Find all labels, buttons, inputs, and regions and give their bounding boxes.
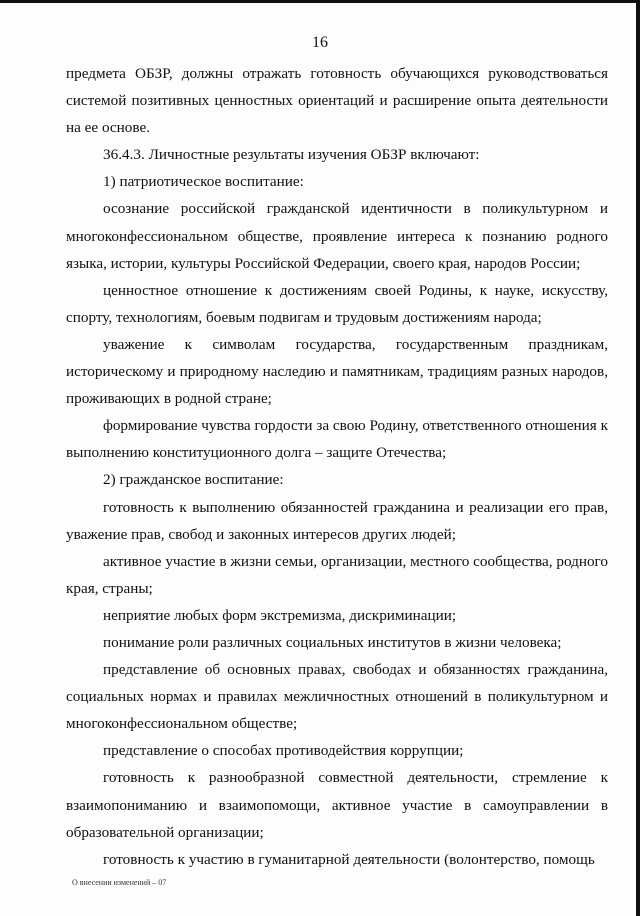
paragraph: активное участие в жизни семьи, организации, местного сообщества, родного края, страны; (66, 552, 608, 597)
paragraph: представление об основных правах, свободах и обязанностях гражданина, социальных нормах и правилах межличностных отношений в поликультурном и многоконфессиональном обществе; (66, 661, 608, 733)
paragraph: неприятие любых форм экстремизма, дискриминации; (103, 606, 457, 624)
paragraph: готовность к разнообразной совместной деятельности, стремление к взаимопониманию и взаимопомощи, активное участие в самоуправлении в образовательной организации; (66, 769, 608, 841)
scan-edge-top (0, 0, 640, 3)
page-number: 16 (312, 34, 328, 51)
paragraph: 2) гражданское воспитание: (103, 471, 284, 489)
paragraph: 1) патриотическое воспитание: (103, 173, 304, 191)
paragraph: осознание российской гражданской идентичности в поликультурном и многоконфессиональном обществе, проявление интереса к познанию родного языка, истории, культуры Российской Федерации, своего края, народов России; (66, 200, 608, 272)
paragraph: готовность к участию в гуманитарной деятельности (волонтерство, помощь (103, 850, 595, 868)
paragraph: понимание роли различных социальных институтов в жизни человека; (103, 633, 562, 651)
paragraph: уважение к символам государства, государственным праздникам, историческому и природному наследию и памятникам, традициям разных народов, проживающих в родной стране; (66, 335, 608, 408)
paragraph: предмета ОБЗР, должны отражать готовность обучающихся руководствоваться системой позитивных ценностных ориентаций и расширение опыта деятельности на ее основе. (66, 65, 608, 137)
footer-note: О внесении изменений – 07 (72, 878, 167, 887)
paragraph: 36.4.3. Личностные результаты изучения ОБЗР включают: (103, 146, 480, 164)
paragraph: представление о способах противодействия коррупции; (103, 742, 464, 760)
scan-edge-right (636, 0, 640, 916)
paragraph: готовность к выполнению обязанностей гражданина и реализации его прав, уважение прав, свобод и законных интересов других людей; (66, 498, 608, 543)
paragraph: формирование чувства гордости за свою Родину, ответственного отношения к выполнению конституционного долга – защите Отечества; (66, 417, 608, 462)
document-body (66, 60, 608, 873)
paragraph: ценностное отношение к достижениям своей Родины, к науке, искусству, спорту, технологиям, боевым подвигам и трудовым достижениям народа; (66, 281, 608, 326)
